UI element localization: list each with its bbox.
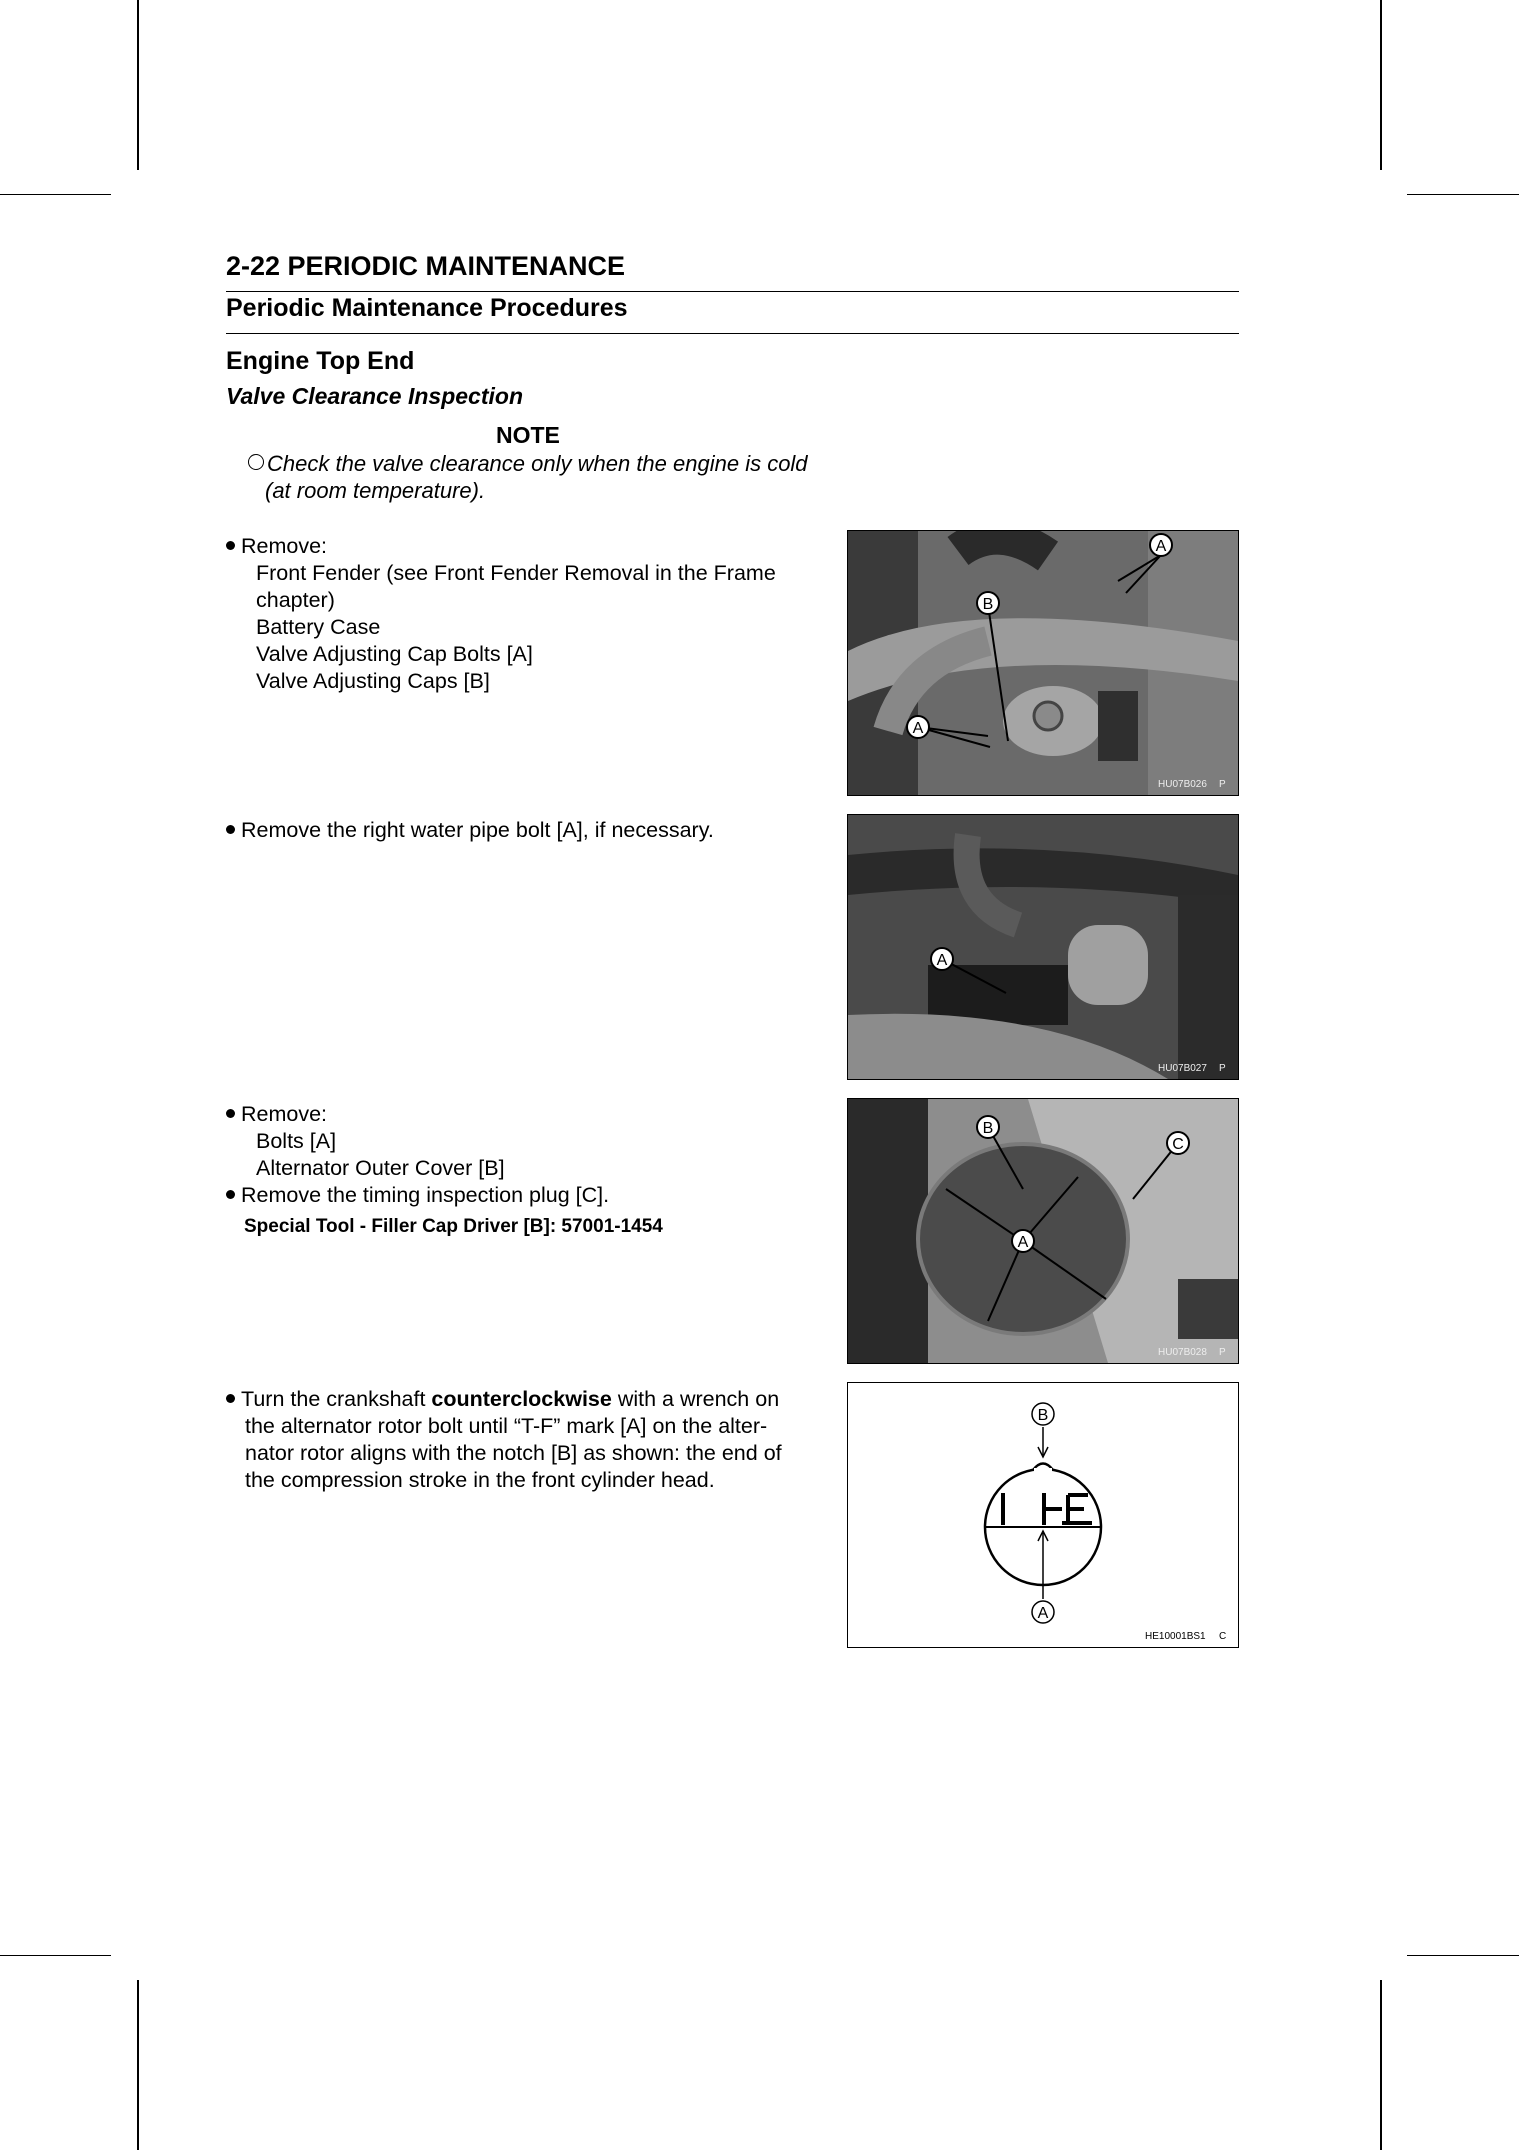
crop-mark [1380,0,1382,170]
bullet-icon [226,1109,235,1118]
crop-mark [1380,1980,1382,2150]
note-title: NOTE [496,422,560,448]
figure-code-suffix: C [1219,1631,1227,1642]
callout-b [1032,1403,1054,1425]
step1-item: Valve Adjusting Cap Bolts [A] [256,642,533,666]
callout-label: C [1172,1136,1184,1153]
bullet-icon [226,825,235,834]
topic-title: Engine Top End [226,347,415,375]
callout-label: A [912,720,924,737]
step2-text: Remove the right water pipe bolt [A], if necessary. [241,818,714,842]
figure-alternator-cover-photo [847,1098,1239,1364]
callout-b [977,592,999,614]
callout-c [1167,1132,1189,1154]
step4-line-2: the alternator rotor bolt until “T-F” mark [A] on the alter- [245,1414,768,1438]
callout-label: A [936,952,948,969]
callout-label: B [1037,1407,1049,1424]
note-text [248,450,838,504]
step-remove-fender [226,533,826,695]
bullet-icon [226,541,235,550]
section-divider [226,333,1239,334]
callout-a [931,948,953,970]
figure-code-suffix: P [1219,779,1226,790]
callout-b [977,1116,999,1138]
step4-line-4: the compression stroke in the front cylinder head. [245,1468,715,1492]
special-tool: Special Tool - Filler Cap Driver [B]: 57001-1454 [244,1216,663,1237]
step3-label: Remove: [241,1102,328,1126]
crop-mark [1407,1955,1519,1956]
callout-label: A [1017,1234,1029,1251]
callout-a [1150,534,1172,556]
step3-text2: Remove the timing inspection plug [C]. [241,1183,610,1207]
callout-a [1012,1230,1034,1252]
figure-code: HU07B026 [1158,779,1207,790]
figure-code-suffix: P [1219,1063,1226,1074]
callout-label: A [1037,1605,1049,1622]
header-divider [226,291,1239,292]
step-remove-water-pipe-bolt [226,817,826,844]
note-line-2: (at room temperature). [265,478,486,503]
callout-label: A [1155,538,1167,555]
page-header-title: 2-22 PERIODIC MAINTENANCE [226,251,626,281]
callout-a [1032,1601,1054,1623]
callout-label: B [982,1120,994,1137]
step3-item: Bolts [A] [256,1129,337,1153]
note-circle-icon [248,454,264,470]
section-title: Periodic Maintenance Procedures [226,294,628,322]
figure-code: HE10001BS1 [1145,1631,1206,1642]
crop-mark [0,1955,111,1956]
step4-bold: counterclockwise [431,1387,612,1411]
note-line-1: Check the valve clearance only when the engine is cold [267,451,808,476]
crop-mark [137,0,139,170]
figure-valve-caps-photo [847,530,1239,796]
step4-line-3: nator rotor aligns with the notch [B] as shown: the end of [245,1441,782,1465]
figure-code-suffix: P [1219,1347,1226,1358]
topic-subtitle: Valve Clearance Inspection [226,383,524,409]
step1-item: Battery Case [256,615,381,639]
step-remove-alternator-cover [226,1101,826,1240]
figure-code: HU07B028 [1158,1347,1207,1358]
figure-water-pipe-photo [847,814,1239,1080]
step1-item: chapter) [256,588,335,612]
bullet-icon [226,1190,235,1199]
step1-item: Front Fender (see Front Fender Removal in the Frame [256,561,776,585]
figure-code: HU07B027 [1158,1063,1207,1074]
callout-a [907,716,929,738]
crop-mark [137,1980,139,2150]
step1-item: Valve Adjusting Caps [B] [256,669,490,693]
step1-label: Remove: [241,534,328,558]
bullet-icon [226,1394,235,1403]
crop-mark [1407,194,1519,195]
step3-item: Alternator Outer Cover [B] [256,1156,505,1180]
step4-post: with a wrench on [611,1387,780,1411]
figure-timing-mark-diagram [847,1382,1239,1648]
step-turn-crankshaft [226,1386,846,1494]
step4-pre: Turn the crankshaft [241,1387,432,1411]
crop-mark [0,194,111,195]
callout-label: B [982,596,994,613]
